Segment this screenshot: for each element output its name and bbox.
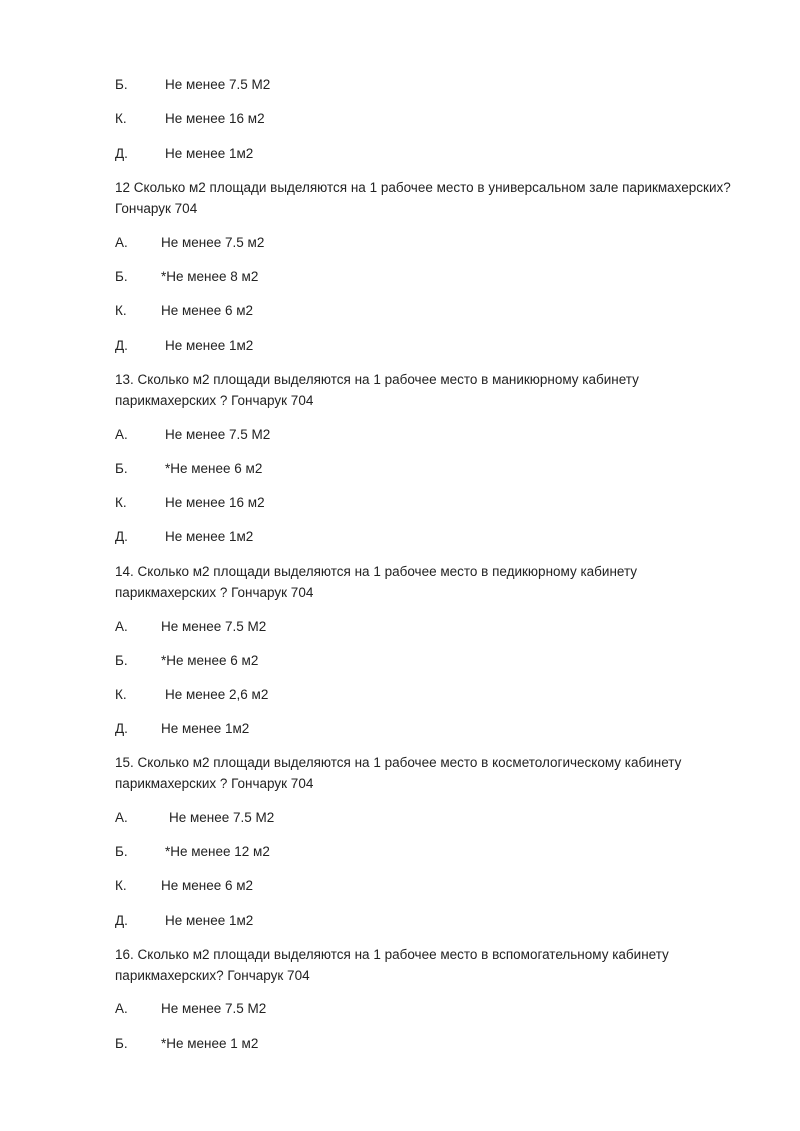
- option-letter: К.: [115, 303, 127, 318]
- option-text: *Не менее 6 м2: [161, 653, 259, 668]
- option-text: *Не менее 8 м2: [161, 269, 259, 284]
- option-text: *Не менее 1 м2: [161, 1036, 259, 1051]
- question-text-continued: парикмахерских? Гончарук 704: [115, 968, 310, 983]
- option-letter: К.: [115, 111, 127, 126]
- question-text: 12 Сколько м2 площади выделяются на 1 рабочее место в универсальном зале парикмахерских?: [115, 180, 731, 195]
- option-letter: Б.: [115, 653, 128, 668]
- option-text: Не менее 1м2: [165, 338, 254, 353]
- question-text-continued: парикмахерских ? Гончарук 704: [115, 776, 314, 791]
- option-text: Не менее 1м2: [161, 721, 250, 736]
- option-text: Не менее 7.5 М2: [165, 77, 271, 92]
- question-text: 13. Сколько м2 площади выделяются на 1 рабочее место в маникюрному кабинету: [115, 372, 639, 387]
- option-text: Не менее 7.5 м2: [161, 235, 265, 250]
- option-letter: Б.: [115, 77, 128, 92]
- option-letter: Б.: [115, 269, 128, 284]
- option-text: Не менее 7.5 М2: [161, 619, 267, 634]
- option-letter: А.: [115, 235, 128, 250]
- option-letter: Б.: [115, 461, 128, 476]
- option-letter: А.: [115, 810, 128, 825]
- option-text: Не менее 16 м2: [165, 495, 265, 510]
- option-letter: К.: [115, 878, 127, 893]
- option-letter: А.: [115, 619, 128, 634]
- option-text: Не менее 6 м2: [161, 878, 254, 893]
- option-letter: К.: [115, 495, 127, 510]
- option-text: Не менее 16 м2: [165, 111, 265, 126]
- option-text: *Не менее 6 м2: [165, 461, 263, 476]
- question-text-continued: парикмахерских ? Гончарук 704: [115, 393, 314, 408]
- question-text-continued: парикмахерских ? Гончарук 704: [115, 585, 314, 600]
- option-letter: Д.: [115, 338, 128, 353]
- option-text: Не менее 7.5 М2: [169, 810, 275, 825]
- option-text: Не менее 7.5 М2: [165, 427, 271, 442]
- question-text-continued: Гончарук 704: [115, 201, 198, 216]
- option-text: Не менее 2,6 м2: [165, 687, 269, 702]
- option-letter: Д.: [115, 913, 128, 928]
- option-letter: Д.: [115, 721, 128, 736]
- question-text: 14. Сколько м2 площади выделяются на 1 рабочее место в педикюрному кабинету: [115, 564, 638, 579]
- option-letter: Д.: [115, 146, 128, 161]
- option-letter: К.: [115, 687, 127, 702]
- option-text: Не менее 1м2: [165, 529, 254, 544]
- option-text: Не менее 1м2: [165, 146, 254, 161]
- question-text: 16. Сколько м2 площади выделяются на 1 рабочее место в вспомогательному кабинету: [115, 947, 669, 962]
- option-text: Не менее 7.5 М2: [161, 1001, 267, 1016]
- option-letter: Б.: [115, 844, 128, 859]
- option-letter: А.: [115, 1001, 128, 1016]
- option-letter: А.: [115, 427, 128, 442]
- option-text: Не менее 1м2: [165, 913, 254, 928]
- option-text: *Не менее 12 м2: [165, 844, 270, 859]
- option-letter: Б.: [115, 1036, 128, 1051]
- question-text: 15. Сколько м2 площади выделяются на 1 рабочее место в косметологическому кабинету: [115, 755, 682, 770]
- option-letter: Д.: [115, 529, 128, 544]
- option-text: Не менее 6 м2: [161, 303, 254, 318]
